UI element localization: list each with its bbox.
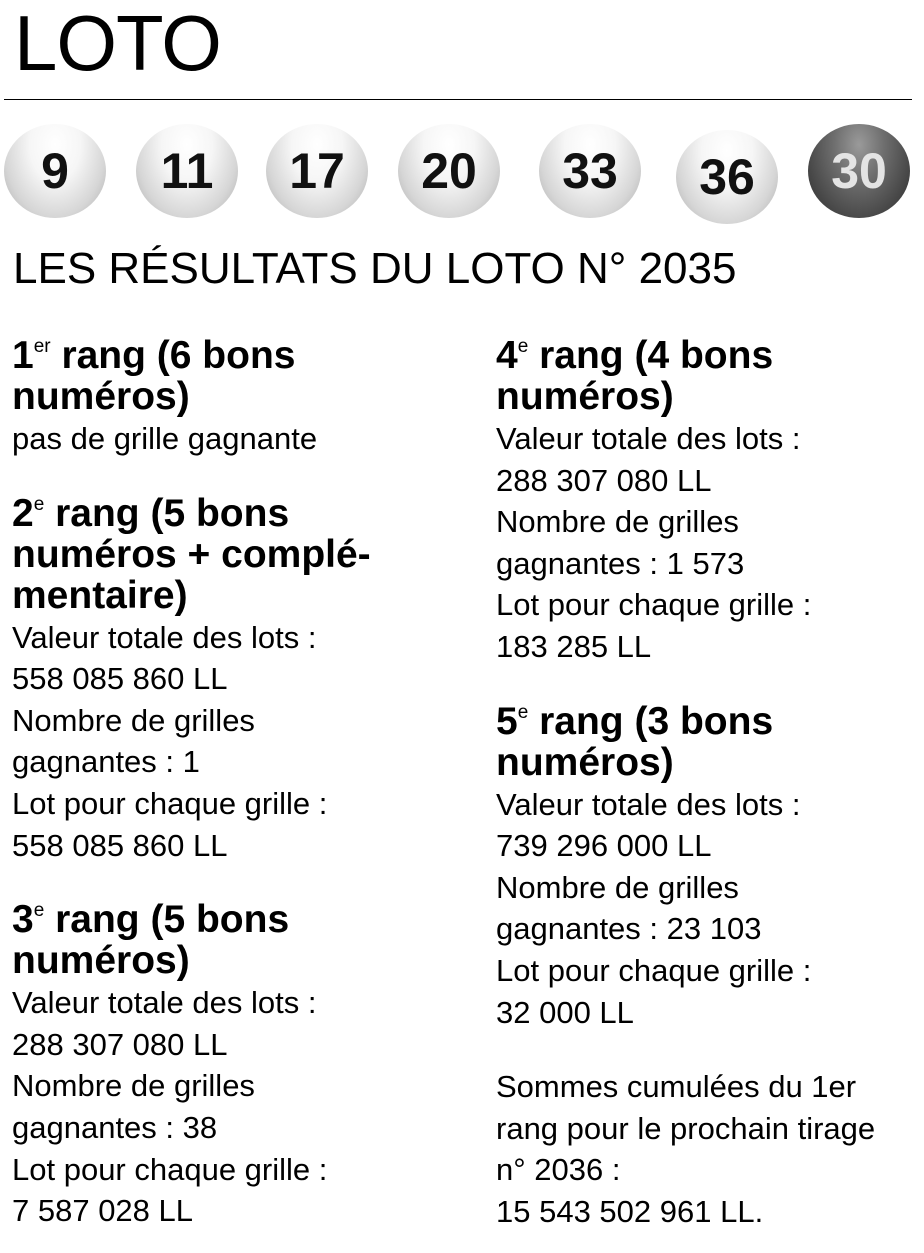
cumulative-line: n° 2036 : — [496, 1152, 621, 1188]
rank-1-section — [12, 335, 452, 460]
rank-2-line: gagnantes : 1 — [12, 744, 200, 780]
left-column — [12, 335, 452, 1253]
results-heading: LES RÉSULTATS DU LOTO N° 2035 — [13, 244, 737, 293]
rank-5-section — [496, 701, 922, 1034]
rank-2-line: Valeur totale des lots : — [12, 619, 317, 655]
rank-4-section — [496, 335, 922, 668]
cumulative-line: rang pour le prochain tirage — [496, 1110, 876, 1146]
rank-2-line: Nombre de grilles — [12, 702, 255, 738]
rank-2-section — [12, 493, 452, 867]
ball-number: 33 — [562, 143, 618, 199]
ball-3 — [266, 124, 368, 218]
ball-number: 17 — [289, 143, 345, 199]
ball-number: 9 — [41, 143, 69, 199]
rank-4-line: 288 307 080 LL — [496, 462, 712, 498]
rank-5-line: Lot pour chaque grille : — [496, 952, 812, 988]
rank-1-title: 1er rang (6 bons numéros) — [12, 334, 296, 418]
rank-3-line: Valeur totale des lots : — [12, 985, 317, 1021]
rank-4-title: 4e rang (4 bons numéros) — [496, 334, 774, 418]
ball-6 — [676, 130, 778, 224]
rank-3-line: gagnantes : 38 — [12, 1109, 218, 1145]
rank-5-line: 32 000 LL — [496, 994, 634, 1030]
ball-1 — [4, 124, 106, 218]
rank-1-line: pas de grille gagnante — [12, 421, 318, 456]
rank-4-line: 183 285 LL — [496, 628, 652, 664]
rank-5-line: gagnantes : 23 103 — [496, 911, 762, 947]
rank-4-line: gagnantes : 1 573 — [496, 545, 745, 581]
title-divider — [4, 99, 912, 100]
ball-number: 20 — [421, 143, 477, 199]
rank-3-line: 7 587 028 LL — [12, 1193, 194, 1229]
rank-5-line: 739 296 000 LL — [496, 828, 712, 864]
ball-number: 36 — [699, 149, 755, 205]
ball-number: 30 — [831, 143, 887, 199]
rank-4-line: Valeur totale des lots : — [496, 421, 801, 456]
rank-3-section — [12, 899, 452, 1232]
ball-number: 11 — [160, 143, 214, 199]
rank-2-line: 558 085 860 LL — [12, 827, 228, 863]
rank-5-title: 5e rang (3 bons numéros) — [496, 699, 774, 784]
ball-2 — [136, 124, 238, 218]
rank-3-title: 3e rang (5 bons numéros) — [12, 898, 290, 983]
ball-5 — [539, 124, 641, 218]
cumulative-jackpot — [496, 1066, 922, 1232]
rank-5-line: Nombre de grilles — [496, 869, 739, 905]
rank-4-line: Lot pour chaque grille : — [496, 587, 812, 623]
rank-5-line: Valeur totale des lots : — [496, 786, 801, 822]
rank-4-line: Nombre de grilles — [496, 504, 739, 540]
rank-3-line: Nombre de grilles — [12, 1068, 255, 1104]
rank-2-line: Lot pour chaque grille : — [12, 785, 328, 821]
right-column — [496, 335, 922, 1233]
cumulative-line: Sommes cumulées du 1er — [496, 1069, 857, 1105]
ball-complementary — [808, 124, 910, 218]
page-title: LOTO — [14, 0, 221, 87]
ball-4 — [398, 124, 500, 218]
rank-2-line: 558 085 860 LL — [12, 661, 228, 697]
rank-2-title: 2e rang (5 bons numéros + complé- mentaire) — [12, 491, 371, 617]
cumulative-line: 15 543 502 961 LL. — [496, 1193, 764, 1229]
rank-3-line: Lot pour chaque grille : — [12, 1151, 328, 1187]
rank-3-line: 288 307 080 LL — [12, 1026, 228, 1062]
